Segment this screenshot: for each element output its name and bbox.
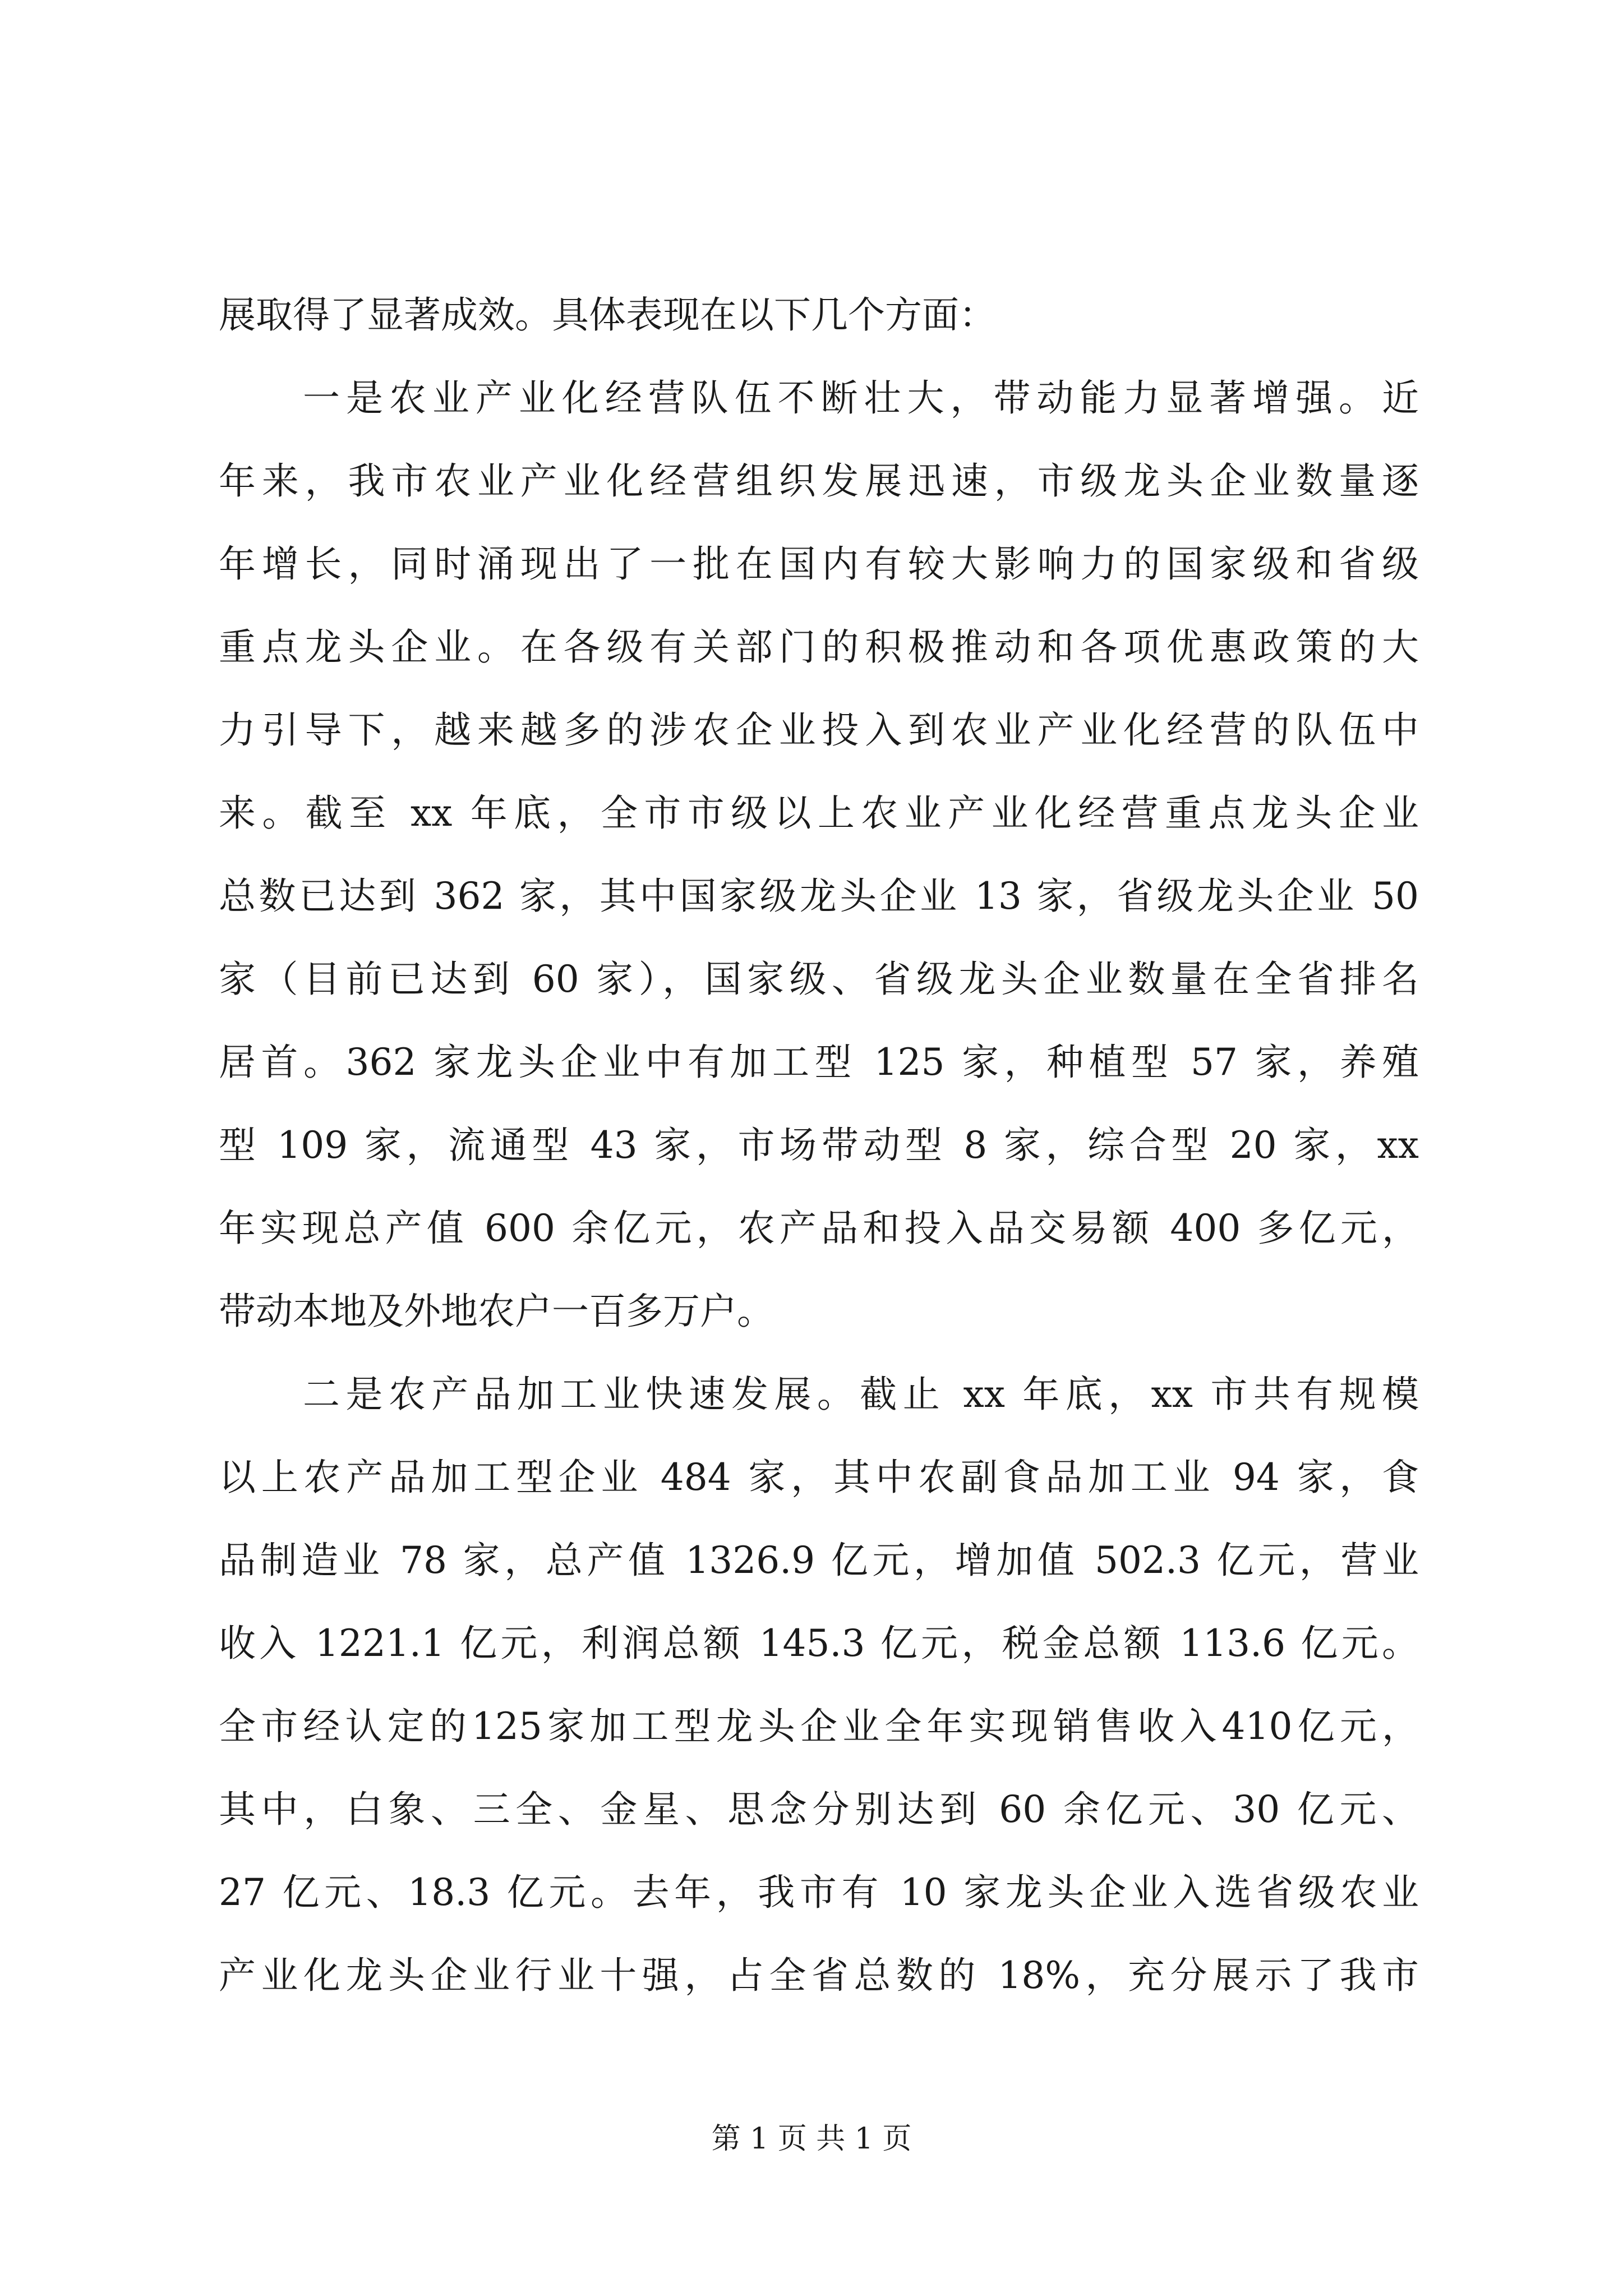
- paragraph-line: 展取得了显著成效。具体表现在以下几个方面：: [219, 293, 996, 337]
- paragraph-line: 27 亿元、18.3 亿元。去年，我市有 10 家龙头企业入选省级农业: [219, 1871, 1419, 1914]
- paragraph-line: 收入 1221.1 亿元，利润总额 145.3 亿元，税金总额 113.6 亿元。: [219, 1622, 1419, 1665]
- paragraph-line: 其中，白象、三全、金星、思念分别达到 60 余亿元、30 亿元、: [219, 1788, 1419, 1831]
- paragraph-line: 型 109 家，流通型 43 家，市场带动型 8 家，综合型 20 家，xx: [219, 1124, 1419, 1167]
- page-number-footer: 第 1 页 共 1 页: [711, 2122, 912, 2156]
- paragraph-line: 年实现总产值 600 余亿元，农产品和投入品交易额 400 多亿元，: [219, 1207, 1419, 1250]
- paragraph-line: 年来，我市农业产业化经营组织发展迅速，市级龙头企业数量逐: [219, 459, 1419, 503]
- paragraph-line: 一是农业产业化经营队伍不断壮大，带动能力显著增强。近: [303, 376, 1419, 420]
- paragraph-line: 以上农产品加工型企业 484 家，其中农副食品加工业 94 家，食: [219, 1456, 1419, 1499]
- paragraph-line: 品制造业 78 家，总产值 1326.9 亿元，增加值 502.3 亿元，营业: [219, 1539, 1419, 1582]
- paragraph-line: 总数已达到 362 家，其中国家级龙头企业 13 家，省级龙头企业 50: [219, 875, 1419, 918]
- paragraph-line: 二是农产品加工业快速发展。截止 xx 年底，xx 市共有规模: [303, 1373, 1419, 1416]
- paragraph-line: 居首。362 家龙头企业中有加工型 125 家，种植型 57 家，养殖: [219, 1041, 1419, 1084]
- paragraph-line: 产业化龙头企业行业十强，占全省总数的 18%，充分展示了我市: [219, 1954, 1419, 1997]
- paragraph-line: 年增长，同时涌现出了一批在国内有较大影响力的国家级和省级: [219, 542, 1419, 586]
- paragraph-line: 家（目前已达到 60 家），国家级、省级龙头企业数量在全省排名: [219, 958, 1419, 1001]
- paragraph-line: 重点龙头企业。在各级有关部门的积极推动和各项优惠政策的大: [219, 625, 1419, 669]
- paragraph-line: 带动本地及外地农户一百多万户。: [219, 1290, 774, 1333]
- paragraph-line: 全市经认定的125家加工型龙头企业全年实现销售收入410亿元，: [219, 1705, 1419, 1748]
- paragraph-line: 力引导下，越来越多的涉农企业投入到农业产业化经营的队伍中: [219, 708, 1419, 752]
- body-text: [219, 274, 1419, 2017]
- paragraph-line: 来。截至 xx 年底，全市市级以上农业产业化经营重点龙头企业: [219, 792, 1419, 835]
